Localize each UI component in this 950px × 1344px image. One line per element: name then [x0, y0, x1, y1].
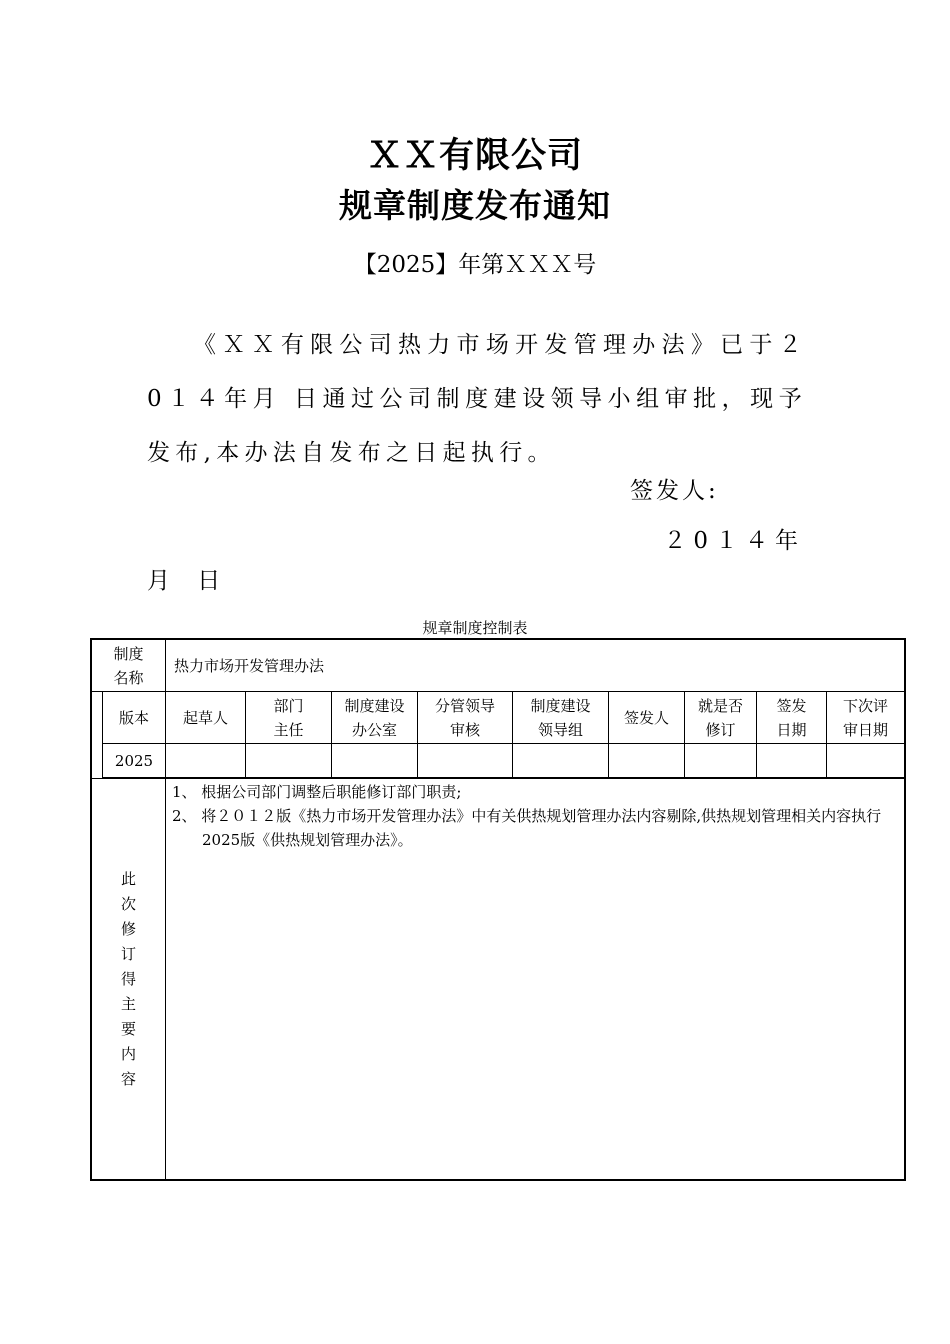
- control-table-caption: 规章制度控制表: [422, 619, 528, 637]
- val-version: 2025: [102, 744, 166, 778]
- col-issue-date: 签发 日期: [757, 692, 827, 744]
- company-title: ＸＸ有限公司: [366, 136, 583, 176]
- revision-item: 1、 根据公司部门调整后职能修订部门职责;: [172, 783, 462, 801]
- col-system-office: 制度建设 办公室: [332, 692, 418, 744]
- col-next-review: 下次评 审日期: [827, 692, 904, 744]
- val-issue-date: [757, 744, 827, 778]
- col-drafter: 起草人: [166, 692, 246, 744]
- revision-item: 2、 将２０１２版《热力市场开发管理办法》中有关供热规划管理办法内容剔除,供热规划管理相关内容执行2025版《供热规划管理办法》。: [172, 807, 882, 849]
- revision-label-cell: [92, 778, 166, 1179]
- col-dept-head: 部门 主任: [246, 692, 332, 744]
- val-system-office: [332, 744, 418, 778]
- col-leader-review: 分管领导 审核: [418, 692, 513, 744]
- col-leading-group: 制度建设 领导组: [513, 692, 609, 744]
- val-next-review: [827, 744, 904, 778]
- issue-date-year: ２0１４年: [663, 528, 805, 554]
- notice-title: 规章制度发布通知: [339, 186, 611, 225]
- col-version: 版本: [102, 692, 166, 744]
- revision-list: [172, 780, 900, 852]
- val-revised: [685, 744, 757, 778]
- revision-label: 此次修订得主要内容: [120, 869, 136, 1088]
- name-label-cell: 制度 名称: [92, 640, 166, 692]
- issue-date-month-day: 月 日: [147, 568, 231, 594]
- val-leader-review: [418, 744, 513, 778]
- val-signer: [609, 744, 685, 778]
- notice-paragraph: 《ＸＸ有限公司热力市场开发管理办法》已于２0１４年月 日通过公司制度建设领导小组审批，现予发布,本办法自发布之日起执行。: [147, 332, 807, 466]
- signer-label: 签发人:: [630, 478, 719, 504]
- control-table: [90, 638, 906, 1181]
- document-number: 【2025】年第ＸＸＸ号: [353, 252, 597, 278]
- val-dept-head: [246, 744, 332, 778]
- val-leading-group: [513, 744, 609, 778]
- col-revised: 就是否 修订: [685, 692, 757, 744]
- val-drafter: [166, 744, 246, 778]
- col-signer: 签发人: [609, 692, 685, 744]
- name-value-cell: 热力市场开发管理办法: [166, 640, 904, 692]
